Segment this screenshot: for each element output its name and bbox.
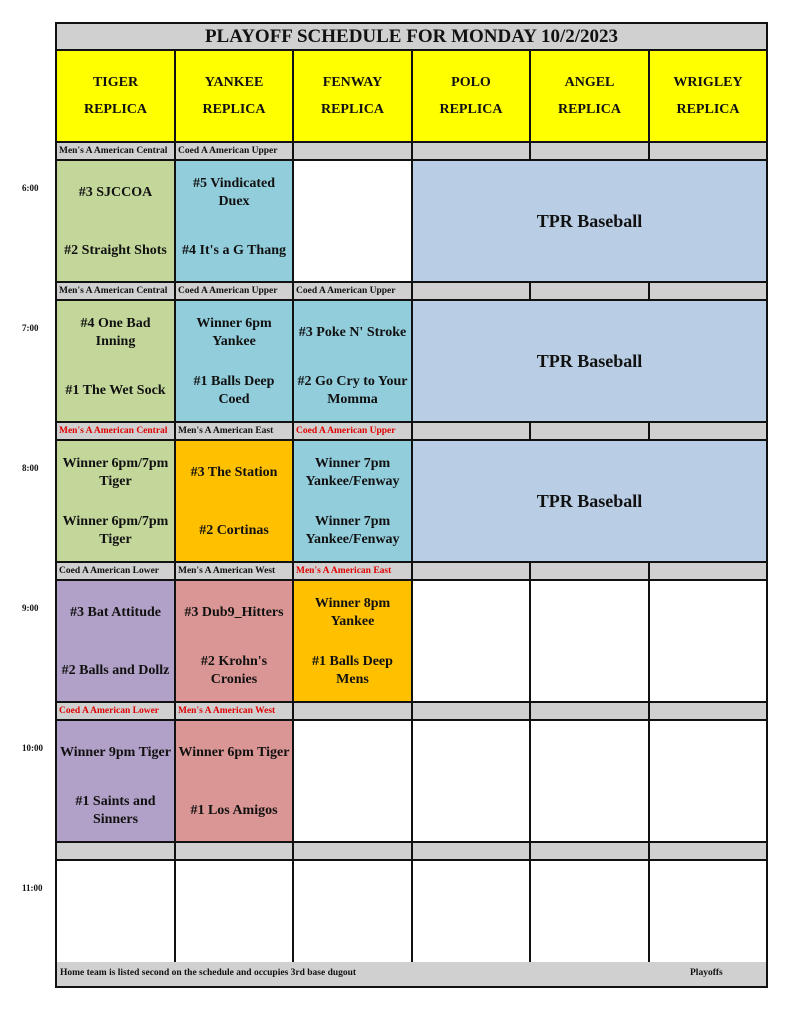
reserved-block: TPR Baseball	[413, 441, 766, 563]
division-label: Men's A American East	[294, 563, 413, 581]
away-team: Winner 8pm Yankee	[314, 596, 391, 629]
division-label	[294, 143, 413, 161]
away-team	[415, 589, 527, 637]
away-team	[178, 869, 290, 917]
away-team	[296, 729, 409, 777]
division-label	[650, 283, 766, 301]
schedule-sheet	[55, 22, 768, 988]
division-label	[413, 563, 531, 581]
game-cell	[176, 721, 294, 843]
home-team	[296, 787, 409, 835]
division-label	[531, 283, 650, 301]
field-sub: REPLICA	[439, 102, 503, 117]
division-label: Coed A American Upper	[176, 283, 294, 301]
away-team	[652, 869, 764, 917]
division-label	[650, 563, 766, 581]
away-team	[652, 729, 764, 777]
schedule-title: PLAYOFF SCHEDULE FOR MONDAY 10/2/2023	[57, 24, 766, 51]
game-cell	[294, 301, 413, 423]
away-team: #3 Dub9_Hitters	[184, 605, 284, 620]
time-label: 8:00	[22, 463, 39, 473]
home-team: #2 Cortinas	[199, 523, 269, 538]
division-label	[531, 703, 650, 721]
away-team: Winner 6pm Tiger	[178, 745, 290, 760]
away-team: #4 One Bad Inning	[80, 316, 151, 349]
division-label: Coed A American Lower	[57, 563, 176, 581]
division-label	[294, 703, 413, 721]
away-team	[296, 169, 409, 217]
away-team	[533, 729, 646, 777]
home-team	[296, 227, 409, 275]
empty-slot	[650, 721, 766, 843]
field-sub: REPLICA	[676, 102, 740, 117]
division-label	[413, 703, 531, 721]
field-name: TIGER	[92, 75, 139, 90]
reserved-block: TPR Baseball	[413, 301, 766, 423]
game-cell	[294, 581, 413, 703]
time-label: 9:00	[22, 603, 39, 613]
home-team	[652, 647, 764, 695]
division-label	[176, 843, 294, 861]
away-team: #5 Vindicated Duex	[192, 176, 276, 209]
division-label: Men's A American West	[176, 563, 294, 581]
field-name: POLO	[451, 75, 491, 90]
time-label: 6:00	[22, 183, 39, 193]
away-team: #3 Poke N' Stroke	[298, 325, 407, 340]
game-cell	[176, 301, 294, 423]
field-sub: REPLICA	[320, 102, 384, 117]
game-cell	[176, 161, 294, 283]
division-label: Coed A American Upper	[176, 143, 294, 161]
division-label	[650, 423, 766, 441]
empty-slot	[650, 581, 766, 703]
division-label	[531, 423, 650, 441]
division-label: Men's A American West	[176, 703, 294, 721]
home-team: Winner 6pm/7pm Tiger	[62, 514, 169, 547]
time-label: 10:00	[22, 743, 43, 753]
field-header-yankee	[176, 51, 294, 143]
field-header-tiger	[57, 51, 176, 143]
away-team: Winner 6pm/7pm Tiger	[62, 456, 169, 489]
home-team	[533, 787, 646, 835]
away-team: Winner 7pm Yankee/Fenway	[305, 456, 400, 489]
home-team	[415, 647, 527, 695]
division-label: Men's A American Central	[57, 283, 176, 301]
division-label	[650, 703, 766, 721]
away-team: #3 The Station	[190, 465, 278, 480]
away-team	[533, 589, 646, 637]
division-label	[57, 843, 176, 861]
away-team: Winner 6pm Yankee	[196, 316, 272, 349]
game-cell	[57, 441, 176, 563]
home-team	[533, 647, 646, 695]
field-name: FENWAY	[322, 75, 383, 90]
division-label	[531, 143, 650, 161]
division-label	[650, 843, 766, 861]
division-label	[413, 843, 531, 861]
division-label	[531, 563, 650, 581]
division-label	[294, 843, 413, 861]
footer-note: Home team is listed second on the schedule and occupies 3rd base dugout	[60, 968, 357, 978]
home-team: Winner 7pm Yankee/Fenway	[305, 514, 400, 547]
division-label: Men's A American Central	[57, 143, 176, 161]
time-label: 7:00	[22, 323, 39, 333]
division-label	[531, 843, 650, 861]
division-label: Coed A American Lower	[57, 703, 176, 721]
away-team	[652, 589, 764, 637]
away-team	[59, 869, 172, 917]
game-cell	[294, 441, 413, 563]
division-label: Coed A American Upper	[294, 283, 413, 301]
field-name: ANGEL	[564, 75, 615, 90]
game-cell	[176, 441, 294, 563]
field-sub: REPLICA	[202, 102, 266, 117]
home-team: #1 Los Amigos	[190, 803, 278, 818]
division-label: Men's A American East	[176, 423, 294, 441]
game-cell	[57, 301, 176, 423]
away-team	[533, 869, 646, 917]
field-header-fenway	[294, 51, 413, 143]
field-header-angel	[531, 51, 650, 143]
home-team	[652, 787, 764, 835]
away-team	[415, 869, 527, 917]
field-name: WRIGLEY	[673, 75, 743, 90]
away-team: #3 SJCCOA	[78, 185, 153, 200]
empty-slot	[531, 581, 650, 703]
empty-slot	[294, 721, 413, 843]
division-label	[413, 423, 531, 441]
home-team: #2 Go Cry to Your Momma	[297, 374, 408, 407]
field-name: YANKEE	[204, 75, 264, 90]
home-team: #2 Straight Shots	[64, 243, 167, 258]
division-label	[413, 143, 531, 161]
home-team: #1 Balls Deep Coed	[193, 374, 275, 407]
empty-slot	[294, 161, 413, 283]
division-label: Men's A American Central	[57, 423, 176, 441]
away-team: #3 Bat Attitude	[70, 605, 161, 620]
game-cell	[57, 721, 176, 843]
home-team: #2 Krohn's Cronies	[200, 654, 268, 687]
game-cell	[57, 581, 176, 703]
footer-label: Playoffs	[690, 968, 723, 978]
home-team: #2 Balls and Dollz	[61, 663, 170, 678]
time-label: 11:00	[22, 883, 43, 893]
division-label	[413, 283, 531, 301]
field-sub: REPLICA	[83, 102, 147, 117]
footer	[57, 962, 766, 986]
away-team	[415, 729, 527, 777]
game-cell	[176, 581, 294, 703]
reserved-block: TPR Baseball	[413, 161, 766, 283]
home-team: #1 Saints and Sinners	[75, 794, 156, 827]
home-team: #1 The Wet Sock	[65, 383, 166, 398]
division-label: Coed A American Upper	[294, 423, 413, 441]
away-team: Winner 9pm Tiger	[60, 745, 171, 760]
division-label	[650, 143, 766, 161]
empty-slot	[531, 721, 650, 843]
away-team	[296, 869, 409, 917]
field-sub: REPLICA	[557, 102, 621, 117]
empty-slot	[413, 581, 531, 703]
home-team: #4 It's a G Thang	[182, 243, 286, 258]
empty-slot	[413, 721, 531, 843]
field-header-polo	[413, 51, 531, 143]
home-team: #1 Balls Deep Mens	[312, 654, 393, 687]
home-team	[415, 787, 527, 835]
game-cell	[57, 161, 176, 283]
field-header-wrigley	[650, 51, 766, 143]
